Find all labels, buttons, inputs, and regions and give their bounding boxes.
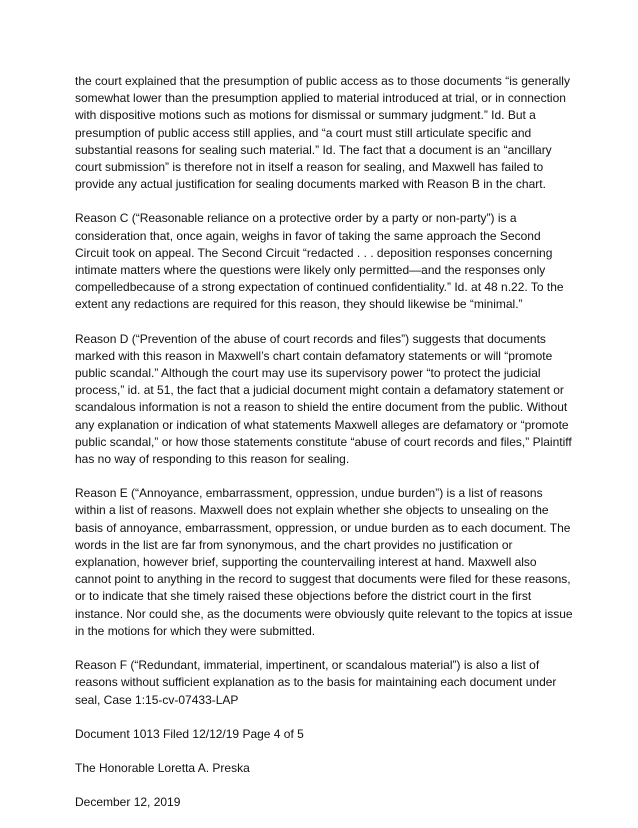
filing-line: Document 1013 Filed 12/12/19 Page 4 of 5 <box>75 726 304 741</box>
paragraph-reason-d: Reason D (“Prevention of the abuse of court records and files”) suggests that documents marked with this reason in Maxwell’s chart contain defamatory statements or will “promote public scandal.” Although the court may use its supervisory power “to protect the judicial process,” id. at 51, the fact that a judicial document might contain a defamatory statement or scandalous information is not a reason to shield the entire document from the public. Without any explanation or indication of what statements Maxwell alleges are defamatory or “promote public scandal,” or how those statements constitute “abuse of court records and files,” Plaintiff has no way of responding to this reason for sealing. <box>75 331 572 467</box>
addressee-line: The Honorable Loretta A. Preska <box>75 760 250 775</box>
paragraph-reason-e: Reason E (“Annoyance, embarrassment, oppression, undue burden”) is a list of reasons within a list of reasons. Maxwell does not explain whether she objects to unsealing on the basis of annoyance, embarrassment, oppression, or undue burden as to each document. The words in the list are far from synonymous, and the chart provides no justification or explanation, however brief, supporting the countervailing interest at hand. Maxwell also cannot point to anything in the record to suggest that documents were filed for these reasons, or to indicate that she timely raised these objections before the district court in the first instance. Nor could she, as the documents were obviously quite relevant to the topics at issue in the motions for which they were submitted. <box>75 486 573 638</box>
paragraph-reason-f: Reason F (“Redundant, immaterial, impertinent, or scandalous material”) is also a list of reasons without sufficient explanation as to the basis for maintaining each document under seal, Case 1:15-cv-07433-LAP <box>75 658 557 707</box>
paragraph-reason-b: the court explained that the presumption of public access as to those documents “is generally somewhat lower than the presumption applied to material introduced at trial, or in connection with dispositive motions such as motions for dismissal or summary judgment.” Id. But a presumption of public access still applies, and “a court must still articulate specific and substantial reasons for sealing such material.” Id. The fact that a document is an “ancillary court submission” is therefore not in itself a reason for sealing, and Maxwell has failed to provide any actual justification for sealing documents marked with Reason B in the chart. <box>75 74 570 192</box>
document-page <box>75 73 575 828</box>
paragraph-reason-c: Reason C (“Reasonable reliance on a protective order by a party or non-party”) is a consideration that, once again, weighs in favor of taking the same approach the Second Circuit took on appeal. The Second Circuit “redacted . . . deposition responses concerning intimate matters where the questions were likely only permitted—and the responses only compelledbecause of a strong expectation of continued confidentiality.” Id. at 48 n.22. To the extent any redactions are required for this reason, they should likewise be “minimal.” <box>75 211 564 312</box>
date-line: December 12, 2019 <box>75 795 181 810</box>
